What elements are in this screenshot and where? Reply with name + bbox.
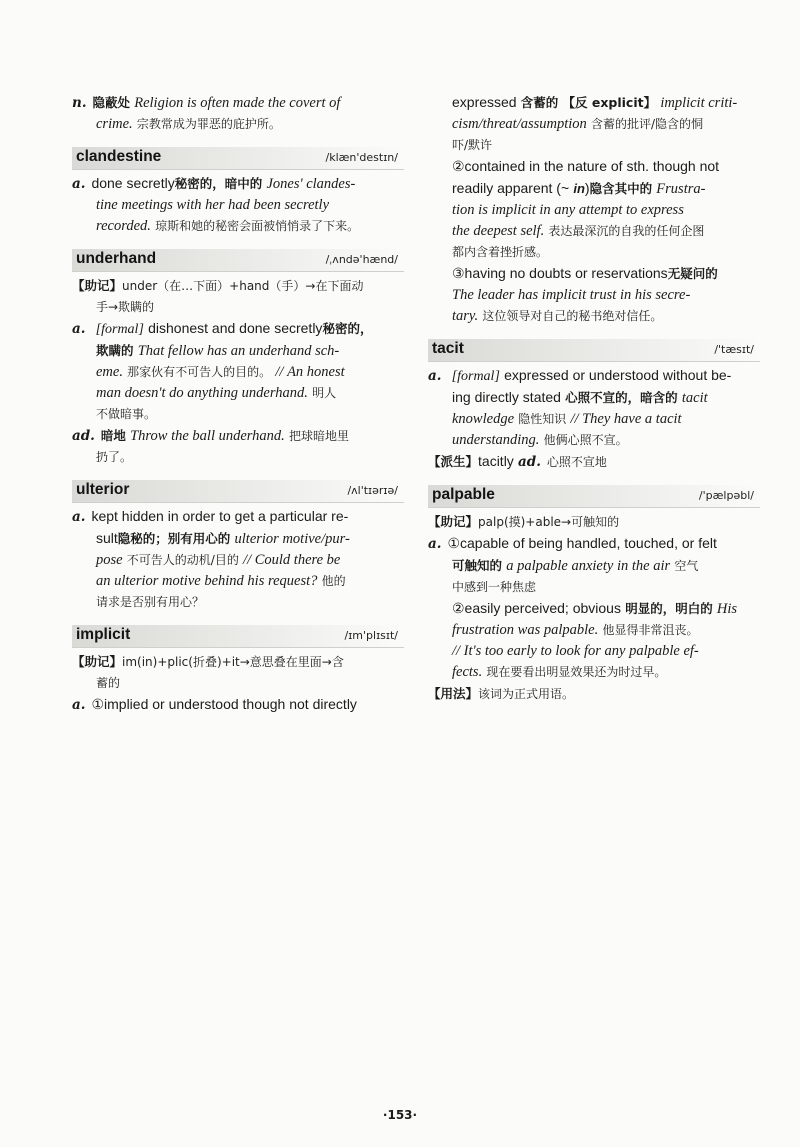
definition-line — [428, 555, 760, 577]
example-en: eme. — [96, 364, 123, 380]
example-en: tacit — [681, 390, 708, 406]
definition-en: dishonest and done secretly — [148, 320, 323, 336]
definition-zh: 心照不宣的，暗含的 — [565, 390, 678, 405]
pronunciation: /'tæsɪt/ — [714, 343, 754, 356]
example-zh: 明人 — [312, 386, 337, 400]
entry-body-tacit — [428, 365, 760, 473]
pronunciation: /ɪm'plɪsɪt/ — [344, 629, 398, 642]
headword: underhand — [76, 250, 157, 267]
mnemonic-text: 手→欺瞒的 — [96, 300, 155, 314]
example-zh: 都内含着挫折感。 — [452, 245, 549, 259]
example-en: The leader has implicit trust in his secre- — [452, 287, 691, 303]
pos-label: a. — [72, 509, 86, 525]
example-zh: 中感到一种焦虑 — [452, 580, 537, 594]
definition-line — [72, 114, 404, 135]
definition-zh: 秘密的， — [322, 321, 373, 336]
entry-body-clandestine — [72, 173, 404, 237]
definition-zh: 欺瞒的 — [96, 343, 134, 358]
pronunciation: /ʌl'tɪərɪə/ — [347, 484, 398, 497]
right-column — [428, 92, 760, 705]
definition-line — [72, 447, 404, 468]
example-en: // It's too early to look for any palpable ef- — [452, 643, 699, 659]
example-en: // An honest — [275, 364, 345, 380]
gloss-zh: 隐蔽处 — [92, 95, 131, 110]
definition-en: ①capable of being handled, touched, or felt — [447, 535, 717, 551]
derived-tag: 【派生】 — [428, 454, 479, 469]
definition-line — [72, 318, 404, 340]
definition-line — [72, 506, 404, 528]
register-label: [formal] — [95, 322, 144, 337]
definition-zh: 含蓄的 — [520, 95, 559, 110]
mnemonic-tag: 【助记】 — [428, 514, 479, 529]
entry-header-palpable — [428, 485, 760, 508]
antonym-label: 【反 explicit】 — [562, 95, 657, 110]
entry-header-clandestine — [72, 147, 404, 170]
definition-line — [428, 430, 760, 451]
headword: ulterior — [76, 481, 130, 498]
example-zh: 扔了。 — [96, 450, 133, 464]
mnemonic-text: palp(摸)+able→可触知的 — [478, 515, 620, 529]
example-zh: 宗教常成为罪恶的庇护所。 — [136, 117, 281, 131]
example-zh: 请求是否别有用心？ — [96, 595, 205, 609]
example-zh: 吓/默许 — [452, 138, 493, 152]
pos-label: a. — [428, 368, 442, 384]
entry-header-implicit — [72, 625, 404, 648]
pos-label: a. — [428, 536, 442, 552]
entry-body-implicit-cont — [428, 92, 760, 327]
derived-word: tacitly — [478, 453, 514, 469]
definition-line — [428, 577, 760, 598]
entry-body-underhand — [72, 275, 404, 468]
definition-line — [428, 114, 760, 135]
example-zh: 琼斯和她的秘密会面被悄悄录了下来。 — [155, 219, 360, 233]
example-en: tion is implicit in any attempt to express — [452, 202, 684, 218]
definition-line — [72, 173, 404, 195]
mnemonic-text: 蓄的 — [96, 676, 121, 690]
definition-line — [72, 571, 404, 592]
example-zh: 现在要看出明显效果还为时过早。 — [486, 665, 667, 679]
definition-line — [72, 195, 404, 216]
example-en: His — [716, 601, 738, 617]
definition-en: sult — [96, 530, 118, 546]
definition-line — [428, 641, 760, 662]
example-en: // They have a tacit — [570, 411, 682, 427]
definition-zh: 无疑问的 — [667, 266, 718, 281]
example-en: tary. — [452, 308, 479, 324]
example-en: man doesn't do anything underhand. — [96, 385, 308, 401]
example-en: knowledge — [452, 411, 515, 427]
definition-zh: 可触知的 — [452, 558, 503, 573]
mnemonic-tag: 【助记】 — [72, 654, 123, 669]
example-zh: 表达最深沉的自我的任何企图 — [548, 224, 705, 238]
definition-line — [428, 200, 760, 221]
example-en: implicit criti- — [660, 95, 738, 111]
example-zh: 隐性知识 — [518, 412, 567, 426]
entry-covert-tail — [72, 92, 404, 135]
definition-en: done secretly — [91, 175, 175, 191]
example-en: Jones' clandes- — [266, 176, 356, 192]
left-column — [72, 92, 404, 716]
definition-line — [72, 92, 404, 114]
pos-label: n. — [72, 95, 87, 111]
derived-line — [428, 451, 760, 473]
example-en: an ulterior motive behind his request? — [96, 573, 318, 589]
example-en: understanding. — [452, 432, 540, 448]
definition-line — [72, 383, 404, 404]
definition-line — [428, 409, 760, 430]
definition-en: expressed — [452, 94, 517, 110]
definition-en: ③having no doubts or reservations — [452, 265, 668, 281]
example-zh: 这位领导对自己的秘书绝对信任。 — [482, 309, 663, 323]
definition-line — [428, 598, 760, 620]
definition-line — [72, 340, 404, 362]
pos-label: ad. — [72, 428, 95, 444]
definition-line — [428, 242, 760, 263]
page-number: ·153· — [382, 1108, 418, 1122]
definition-en: ②easily perceived; obvious — [452, 600, 621, 616]
derived-zh: 心照不宣地 — [546, 455, 607, 469]
pronunciation: /klæn'destɪn/ — [325, 151, 398, 164]
entry-header-underhand — [72, 249, 404, 272]
example-zh: 他显得非常沮丧。 — [602, 623, 699, 637]
headword: palpable — [432, 486, 495, 503]
pos-label: a. — [72, 321, 86, 337]
mnemonic-text: im(in)+plic(折叠)+it→意思叠在里面→含 — [122, 655, 344, 669]
example-en: crime. — [96, 116, 133, 132]
entry-body-implicit-start — [72, 651, 404, 716]
mnemonic-line — [72, 275, 404, 297]
example-en: fects. — [452, 664, 483, 680]
definition-line — [428, 156, 760, 178]
example-en: pose — [96, 552, 123, 568]
definition-en: expressed or understood without be- — [504, 367, 732, 383]
definition-line — [428, 135, 760, 156]
example-zh: 不做暗事。 — [96, 407, 157, 421]
headword: clandestine — [76, 148, 162, 165]
entry-header-tacit — [428, 339, 760, 362]
definition-line — [428, 285, 760, 306]
definition-zh: 明显的，明白的 — [625, 601, 713, 616]
example-en: cism/threat/assumption — [452, 116, 587, 132]
definition-zh: 隐含其中的 — [589, 181, 653, 196]
definition-en: ing directly stated — [452, 389, 561, 405]
mnemonic-tag: 【助记】 — [72, 278, 123, 293]
pos-label: ad. — [518, 454, 541, 470]
definition-line — [428, 662, 760, 683]
mnemonic-line — [428, 511, 760, 533]
definition-line — [428, 221, 760, 242]
example-zh: 含蓄的批评/隐含的恫 — [591, 117, 704, 131]
definition-line — [428, 263, 760, 285]
definition-line — [428, 620, 760, 641]
mnemonic-line — [72, 651, 404, 673]
pos-label: a. — [72, 176, 86, 192]
example-en: Frustra- — [656, 181, 706, 197]
definition-en: ②contained in the nature of sth. though not — [452, 158, 720, 174]
pronunciation: /ˌʌndə'hænd/ — [325, 253, 398, 266]
headword: tacit — [432, 340, 464, 357]
usage-line — [428, 683, 760, 705]
example-zh: 空气 — [674, 559, 699, 573]
register-label: [formal] — [451, 369, 500, 384]
definition-line — [428, 92, 760, 114]
example-en: ulterior motive/pur- — [234, 531, 350, 547]
definition-line — [72, 550, 404, 571]
definition-en: ) — [584, 180, 590, 196]
definition-line — [72, 528, 404, 550]
entry-body-palpable — [428, 511, 760, 705]
definition-line — [428, 387, 760, 409]
definition-zh: 暗地 — [100, 428, 126, 443]
entry-header-ulterior — [72, 480, 404, 503]
example-en: That fellow has an underhand sch- — [137, 343, 340, 359]
usage-tag: 【用法】 — [428, 686, 479, 701]
definition-zh: 隐秘的；别有用心的 — [117, 531, 231, 546]
example-en: Throw the ball underhand. — [130, 428, 285, 444]
pos-label: a. — [72, 697, 86, 713]
example-en: // Could there be — [243, 552, 341, 568]
definition-en: kept hidden in order to get a particular re- — [91, 508, 349, 524]
definition-line — [72, 404, 404, 425]
definition-en: ①implied or understood though not directly — [91, 696, 357, 712]
example-en: frustration was palpable. — [452, 622, 599, 638]
example-en: recorded. — [96, 218, 151, 234]
mnemonic-line — [72, 673, 404, 694]
example-zh: 那家伙有不可告人的目的。 — [127, 365, 272, 379]
example-zh: 他的 — [321, 574, 346, 588]
definition-zh: 秘密的，暗中的 — [174, 176, 263, 191]
definition-line — [428, 533, 760, 555]
definition-line — [72, 216, 404, 237]
example-en: Religion is often made the covert of — [134, 95, 341, 111]
definition-line — [72, 694, 404, 716]
definition-en: readily apparent (~ — [452, 180, 570, 196]
example-en: a palpable anxiety in the air — [506, 558, 671, 574]
definition-line — [428, 365, 760, 387]
definition-line — [72, 362, 404, 383]
mnemonic-text: under（在…下面）+hand（手）→在下面动 — [122, 279, 364, 293]
example-zh: 他俩心照不宣。 — [543, 433, 628, 447]
entry-body-ulterior — [72, 506, 404, 613]
mnemonic-line — [72, 297, 404, 318]
definition-line — [72, 425, 404, 447]
usage-text: 该词为正式用语。 — [478, 687, 575, 701]
definition-line — [428, 178, 760, 200]
example-en: the deepest self. — [452, 223, 545, 239]
example-en: tine meetings with her had been secretly — [96, 197, 330, 213]
pronunciation: /'pælpəbl/ — [698, 489, 754, 502]
preposition-label: in — [573, 181, 585, 196]
headword: implicit — [76, 626, 131, 643]
example-zh: 把球暗地里 — [289, 429, 350, 443]
example-zh: 不可告人的动机/目的 — [126, 553, 239, 567]
definition-line — [428, 306, 760, 327]
definition-line — [72, 592, 404, 613]
